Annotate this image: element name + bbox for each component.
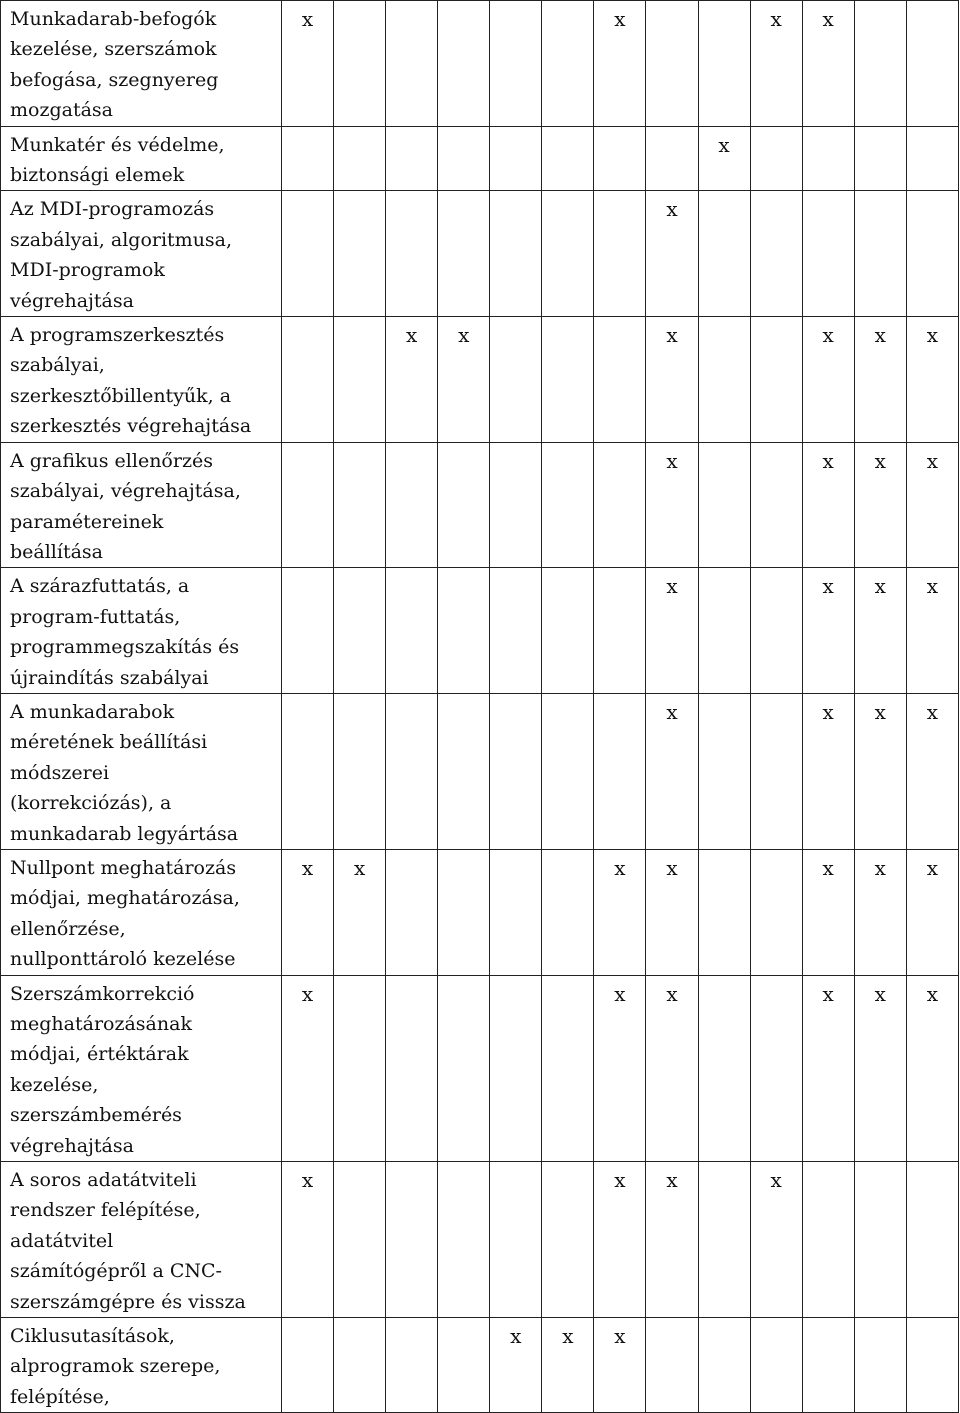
mark-cell (594, 317, 646, 443)
mark-cell (854, 1, 906, 127)
mark-cell: x (906, 317, 958, 443)
topic-cell: Munkatér és védelme, biztonsági elemek (1, 126, 282, 191)
mark-cell (282, 317, 334, 443)
mark-cell: x (594, 1162, 646, 1318)
mark-cell (646, 1318, 698, 1413)
mark-cell (334, 1162, 386, 1318)
table-row (1, 1318, 959, 1413)
mark-cell (646, 1, 698, 127)
mark-cell: x (646, 849, 698, 975)
mark-cell: x (802, 442, 854, 568)
mark-cell (386, 191, 438, 317)
mark-cell (698, 317, 750, 443)
mark-cell (646, 126, 698, 191)
topic-cell: Ciklusutasítások, alprogramok szerepe, felépítése, (1, 1318, 282, 1413)
mark-cell (854, 1162, 906, 1318)
mark-cell (282, 126, 334, 191)
mark-cell (802, 1162, 854, 1318)
mark-cell: x (594, 1, 646, 127)
topic-cell: Nullpont meghatározás módjai, meghatározása, ellenőrzése, nullponttároló kezelése (1, 849, 282, 975)
mark-cell (854, 1318, 906, 1413)
mark-cell (542, 1, 594, 127)
mark-cell (750, 693, 802, 849)
mark-cell: x (854, 442, 906, 568)
mark-cell (490, 849, 542, 975)
table-row (1, 126, 959, 191)
mark-cell (750, 1318, 802, 1413)
mark-cell: x (906, 442, 958, 568)
mark-cell: x (282, 849, 334, 975)
topic-cell: A programszerkesztés szabályai, szerkesztőbillentyűk, a szerkesztés végrehajtása (1, 317, 282, 443)
mark-cell (282, 1318, 334, 1413)
mark-cell (698, 191, 750, 317)
mark-cell (490, 191, 542, 317)
mark-cell: x (802, 975, 854, 1161)
mark-cell (542, 442, 594, 568)
mark-cell: x (282, 1, 334, 127)
mark-cell (542, 975, 594, 1161)
mark-cell (698, 1, 750, 127)
mark-cell (438, 442, 490, 568)
mark-cell (594, 693, 646, 849)
mark-cell: x (750, 1, 802, 127)
table-row (1, 1, 959, 127)
mark-cell: x (594, 849, 646, 975)
mark-cell (594, 568, 646, 694)
mark-cell (334, 191, 386, 317)
mark-cell (750, 442, 802, 568)
mark-cell (490, 442, 542, 568)
mark-cell (750, 317, 802, 443)
mark-cell: x (906, 693, 958, 849)
topic-cell: Munkadarab-befogók kezelése, szerszámok befogása, szegnyereg mozgatása (1, 1, 282, 127)
mark-cell: x (698, 126, 750, 191)
mark-cell (334, 126, 386, 191)
mark-cell: x (334, 849, 386, 975)
mark-cell (438, 1, 490, 127)
mark-cell: x (594, 975, 646, 1161)
mark-cell (334, 693, 386, 849)
mark-cell (490, 126, 542, 191)
mark-cell (386, 693, 438, 849)
mark-cell: x (282, 975, 334, 1161)
table-body (1, 1, 959, 1413)
table-row (1, 442, 959, 568)
mark-cell: x (854, 849, 906, 975)
mark-cell (594, 442, 646, 568)
table-row (1, 849, 959, 975)
mark-cell (698, 693, 750, 849)
mark-cell (438, 126, 490, 191)
mark-cell (490, 693, 542, 849)
table-row (1, 1162, 959, 1318)
topic-cell: A szárazfuttatás, a program-futtatás, programmegszakítás és újraindítás szabályai (1, 568, 282, 694)
mark-cell (386, 442, 438, 568)
mark-cell (750, 975, 802, 1161)
mark-cell (490, 317, 542, 443)
mark-cell: x (646, 975, 698, 1161)
mark-cell: x (802, 317, 854, 443)
mark-cell: x (906, 975, 958, 1161)
mark-cell (438, 1318, 490, 1413)
mark-cell (334, 1318, 386, 1413)
table-row (1, 191, 959, 317)
mark-cell (282, 442, 334, 568)
table-row (1, 975, 959, 1161)
table-row (1, 317, 959, 443)
mark-cell: x (750, 1162, 802, 1318)
mark-cell: x (802, 693, 854, 849)
mark-cell (490, 1162, 542, 1318)
mark-cell (386, 1162, 438, 1318)
mark-cell (542, 317, 594, 443)
mark-cell: x (282, 1162, 334, 1318)
mark-cell (906, 1318, 958, 1413)
mark-cell (490, 975, 542, 1161)
table-row (1, 693, 959, 849)
mark-cell (698, 1162, 750, 1318)
mark-cell (854, 126, 906, 191)
mark-cell (542, 126, 594, 191)
mark-cell: x (594, 1318, 646, 1413)
mark-cell (698, 975, 750, 1161)
mark-cell: x (854, 317, 906, 443)
mark-cell (750, 126, 802, 191)
mark-cell (542, 568, 594, 694)
mark-cell (698, 1318, 750, 1413)
mark-cell: x (490, 1318, 542, 1413)
mark-cell (490, 1, 542, 127)
mark-cell (386, 126, 438, 191)
table-row (1, 568, 959, 694)
mark-cell (906, 191, 958, 317)
topic-cell: A munkadarabok méretének beállítási módszerei (korrekciózás), a munkadarab legyártása (1, 693, 282, 849)
mark-cell (334, 975, 386, 1161)
mark-cell: x (906, 849, 958, 975)
mark-cell: x (646, 191, 698, 317)
mark-cell (334, 442, 386, 568)
topic-cell: Szerszámkorrekció meghatározásának módjai, értéktárak kezelése, szerszámbemérés végrehajtása (1, 975, 282, 1161)
mark-cell (438, 849, 490, 975)
mark-cell: x (854, 975, 906, 1161)
mark-cell (282, 693, 334, 849)
mark-cell: x (802, 1, 854, 127)
mark-cell (334, 317, 386, 443)
mark-cell (386, 849, 438, 975)
mark-cell: x (646, 1162, 698, 1318)
mark-cell: x (542, 1318, 594, 1413)
mark-cell (438, 975, 490, 1161)
mark-cell (750, 191, 802, 317)
mark-cell (802, 126, 854, 191)
mark-cell (542, 191, 594, 317)
topic-cell: A soros adatátviteli rendszer felépítése, adatátvitel számítógépről a CNC- szerszámgépre és vissza (1, 1162, 282, 1318)
mark-cell (282, 568, 334, 694)
mark-cell (438, 1162, 490, 1318)
mark-cell: x (438, 317, 490, 443)
mark-cell (542, 693, 594, 849)
mark-cell (282, 191, 334, 317)
mark-cell (802, 1318, 854, 1413)
mark-cell: x (802, 568, 854, 694)
mark-cell (386, 975, 438, 1161)
mark-cell (386, 568, 438, 694)
mark-cell (594, 191, 646, 317)
mark-cell (438, 693, 490, 849)
mark-cell: x (906, 568, 958, 694)
mark-cell (802, 191, 854, 317)
topic-cell: Az MDI-programozás szabályai, algoritmusa, MDI-programok végrehajtása (1, 191, 282, 317)
mark-cell (386, 1318, 438, 1413)
mark-cell: x (646, 693, 698, 849)
mark-cell (698, 442, 750, 568)
mark-cell (438, 191, 490, 317)
mark-cell (334, 1, 386, 127)
mark-cell (698, 568, 750, 694)
mark-cell: x (854, 693, 906, 849)
mark-cell (490, 568, 542, 694)
mark-cell (542, 1162, 594, 1318)
mark-cell (854, 191, 906, 317)
mark-cell (334, 568, 386, 694)
mark-cell: x (802, 849, 854, 975)
mark-cell (750, 849, 802, 975)
mark-cell: x (854, 568, 906, 694)
mark-cell (594, 126, 646, 191)
mark-cell (698, 849, 750, 975)
mark-cell: x (386, 317, 438, 443)
mark-cell: x (646, 442, 698, 568)
mark-cell (438, 568, 490, 694)
mark-cell (386, 1, 438, 127)
topic-cell: A grafikus ellenőrzés szabályai, végrehajtása, paramétereinek beállítása (1, 442, 282, 568)
mark-cell: x (646, 568, 698, 694)
mark-cell (542, 849, 594, 975)
mark-cell (906, 1, 958, 127)
mark-cell (906, 126, 958, 191)
mark-cell (906, 1162, 958, 1318)
mark-cell: x (646, 317, 698, 443)
mark-cell (750, 568, 802, 694)
